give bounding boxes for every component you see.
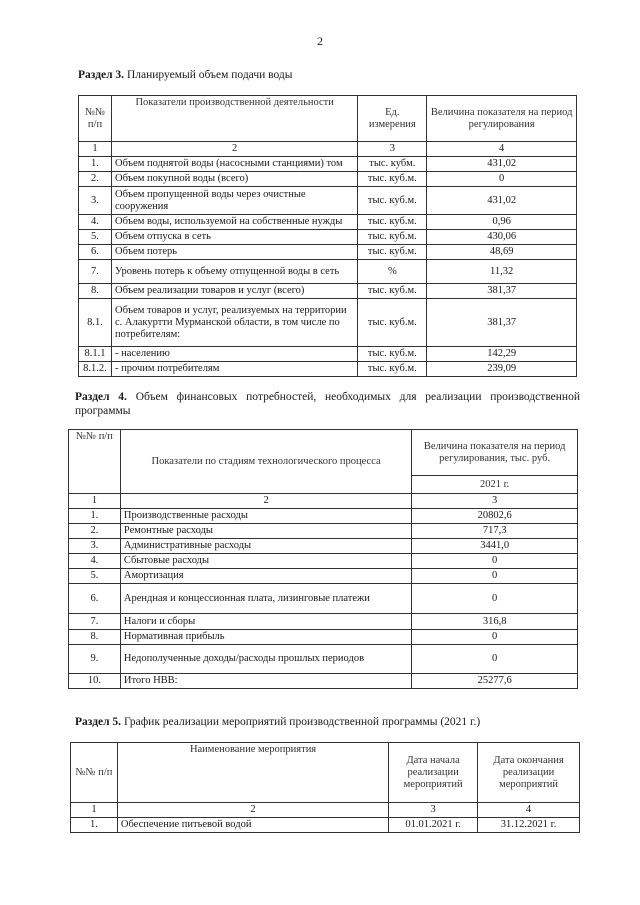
row-value: 239,09 <box>427 362 577 377</box>
row-unit: тыс. куб.м. <box>358 187 427 215</box>
row-unit: тыс. куб.м. <box>358 172 427 187</box>
row-number: 4. <box>69 554 121 569</box>
table-row <box>69 645 578 674</box>
section3-colnum: 2 <box>111 142 357 157</box>
row-unit: тыс. куб.м. <box>358 215 427 230</box>
section3-title: Планируемый объем подачи воды <box>126 69 293 81</box>
row-indicator: Объем воды, используемой на собственные нужды <box>111 215 357 230</box>
row-indicator: Уровень потерь к объему отпущенной воды в сеть <box>111 260 357 284</box>
section5-colnum: 1 <box>71 803 118 818</box>
row-indicator: Недополученные доходы/расходы прошлых периодов <box>120 645 411 674</box>
section3-colnum: 3 <box>358 142 427 157</box>
section4-colnum: 3 <box>412 494 578 509</box>
table-row <box>79 299 577 347</box>
row-value: 381,37 <box>427 299 577 347</box>
table-row <box>69 614 578 630</box>
row-number: 6. <box>69 584 121 614</box>
row-value: 25277,6 <box>412 674 578 689</box>
row-value: 431,02 <box>427 157 577 172</box>
row-indicator: Объем товаров и услуг, реализуемых на территории с. Алакуртти Мурманской области, в том числе по потребителям: <box>111 299 357 347</box>
table-row <box>79 215 577 230</box>
section5-heading <box>75 715 580 729</box>
row-value: 0 <box>412 584 578 614</box>
section4-title: Объем финансовых потребностей, необходимых для реализации производственной программы <box>75 391 580 417</box>
row-number: 2. <box>69 524 121 539</box>
row-unit: тыс. куб.м. <box>358 299 427 347</box>
row-indicator: Амортизация <box>120 569 411 584</box>
section5-colnum: 3 <box>389 803 478 818</box>
row-value: 717,3 <box>412 524 578 539</box>
section3-colnum: 4 <box>427 142 577 157</box>
row-number: 10. <box>69 674 121 689</box>
row-unit: тыс. куб.м. <box>358 362 427 377</box>
page-number: 2 <box>317 34 323 48</box>
table-row <box>71 818 580 833</box>
section3-header-value: Величина показателя на период регулирования <box>427 96 577 142</box>
row-number: 1. <box>71 818 118 833</box>
row-value: 20802,6 <box>412 509 578 524</box>
row-value: 0 <box>412 645 578 674</box>
row-number: 3. <box>69 539 121 554</box>
table-row <box>69 554 578 569</box>
table-row <box>79 187 577 215</box>
row-number: 4. <box>79 215 112 230</box>
row-number: 7. <box>79 260 112 284</box>
row-unit: тыс. куб.м. <box>358 245 427 260</box>
section5-header-start: Дата начала реализации мероприятий <box>389 743 478 803</box>
row-indicator: Ремонтные расходы <box>120 524 411 539</box>
row-number: 8.1.1 <box>79 347 112 362</box>
row-value: 430,06 <box>427 230 577 245</box>
section5-header-name: Наименование мероприятия <box>117 743 388 803</box>
section4-header-row <box>69 430 578 476</box>
section5-table <box>70 742 580 833</box>
table-row <box>69 630 578 645</box>
row-activity: Обеспечение питьевой водой <box>117 818 388 833</box>
section3-prefix: Раздел 3. <box>78 69 125 81</box>
row-indicator: Производственные расходы <box>120 509 411 524</box>
row-value: 48,69 <box>427 245 577 260</box>
row-value: 11,32 <box>427 260 577 284</box>
row-indicator: Арендная и концессионная плата, лизинговые платежи <box>120 584 411 614</box>
row-value: 0,96 <box>427 215 577 230</box>
section5-prefix: Раздел 5. <box>75 716 122 728</box>
row-number: 2. <box>79 172 112 187</box>
section5-colnum: 4 <box>478 803 580 818</box>
row-indicator: Нормативная прибыль <box>120 630 411 645</box>
row-indicator: Объем поднятой воды (насосными станциями) том <box>111 157 357 172</box>
row-indicator: Объем реализации товаров и услуг (всего) <box>111 284 357 299</box>
row-number: 1. <box>69 509 121 524</box>
section5-header-row <box>71 743 580 803</box>
section4-header-num: №№ п/п <box>69 430 121 494</box>
row-value: 3441,0 <box>412 539 578 554</box>
table-row <box>69 674 578 689</box>
table-row <box>79 362 577 377</box>
row-indicator: Объем потерь <box>111 245 357 260</box>
row-number: 8. <box>69 630 121 645</box>
row-number: 1. <box>79 157 112 172</box>
row-indicator: Итого НВВ: <box>120 674 411 689</box>
section4-heading <box>75 390 580 418</box>
row-number: 8.1.2. <box>79 362 112 377</box>
row-end-date: 31.12.2021 г. <box>478 818 580 833</box>
section3-header-num: №№ п/п <box>79 96 112 142</box>
section3-header-unit: Ед. измерения <box>358 96 427 142</box>
row-unit: тыс. куб.м. <box>358 230 427 245</box>
row-unit: тыс. кубм. <box>358 157 427 172</box>
row-value: 0 <box>427 172 577 187</box>
section3-colnum-row <box>79 142 577 157</box>
row-value: 142,29 <box>427 347 577 362</box>
section3-header-indicator: Показатели производственной деятельности <box>111 96 357 142</box>
section4-header-value: Величина показателя на период регулирования, тыс. руб. <box>412 430 578 476</box>
row-indicator: Объем покупной воды (всего) <box>111 172 357 187</box>
row-unit: тыс. куб.м. <box>358 284 427 299</box>
row-unit: тыс. куб.м. <box>358 347 427 362</box>
section4-header-indicator: Показатели по стадиям технологического процесса <box>120 430 411 494</box>
row-number: 5. <box>69 569 121 584</box>
table-row <box>69 509 578 524</box>
row-number: 9. <box>69 645 121 674</box>
row-indicator: Административные расходы <box>120 539 411 554</box>
table-row <box>79 245 577 260</box>
table-row <box>79 260 577 284</box>
row-value: 0 <box>412 569 578 584</box>
row-indicator: - населению <box>111 347 357 362</box>
row-number: 5. <box>79 230 112 245</box>
row-number: 7. <box>69 614 121 630</box>
row-value: 431,02 <box>427 187 577 215</box>
row-indicator: - прочим потребителям <box>111 362 357 377</box>
row-indicator: Сбытовые расходы <box>120 554 411 569</box>
row-unit: % <box>358 260 427 284</box>
row-value: 0 <box>412 554 578 569</box>
row-indicator: Налоги и сборы <box>120 614 411 630</box>
section4-colnum: 1 <box>69 494 121 509</box>
section4-colnum: 2 <box>120 494 411 509</box>
table-row <box>79 157 577 172</box>
section3-colnum: 1 <box>79 142 112 157</box>
table-row <box>69 569 578 584</box>
row-number: 3. <box>79 187 112 215</box>
row-value: 381,37 <box>427 284 577 299</box>
row-indicator: Объем отпуска в сеть <box>111 230 357 245</box>
table-row <box>69 539 578 554</box>
section4-prefix: Раздел 4. <box>75 391 127 403</box>
row-value: 316,8 <box>412 614 578 630</box>
section4-colnum-row <box>69 494 578 509</box>
section5-title: График реализации мероприятий производственной программы (2021 г.) <box>123 716 481 728</box>
table-row <box>79 284 577 299</box>
row-number: 8. <box>79 284 112 299</box>
table-row <box>69 524 578 539</box>
table-row <box>69 584 578 614</box>
section5-colnum: 2 <box>117 803 388 818</box>
section4-table <box>68 429 578 689</box>
table-row <box>79 230 577 245</box>
section4-header-year: 2021 г. <box>412 476 578 494</box>
section3-header-row <box>79 96 577 142</box>
row-indicator: Объем пропущенной воды через очистные сооружения <box>111 187 357 215</box>
section3-heading <box>78 68 578 82</box>
section5-colnum-row <box>71 803 580 818</box>
row-number: 8.1. <box>79 299 112 347</box>
row-number: 6. <box>79 245 112 260</box>
row-start-date: 01.01.2021 г. <box>389 818 478 833</box>
section5-header-num: №№ п/п <box>71 743 118 803</box>
table-row <box>79 172 577 187</box>
section5-header-end: Дата окончания реализации мероприятий <box>478 743 580 803</box>
section3-table <box>78 95 577 377</box>
table-row <box>79 347 577 362</box>
row-value: 0 <box>412 630 578 645</box>
